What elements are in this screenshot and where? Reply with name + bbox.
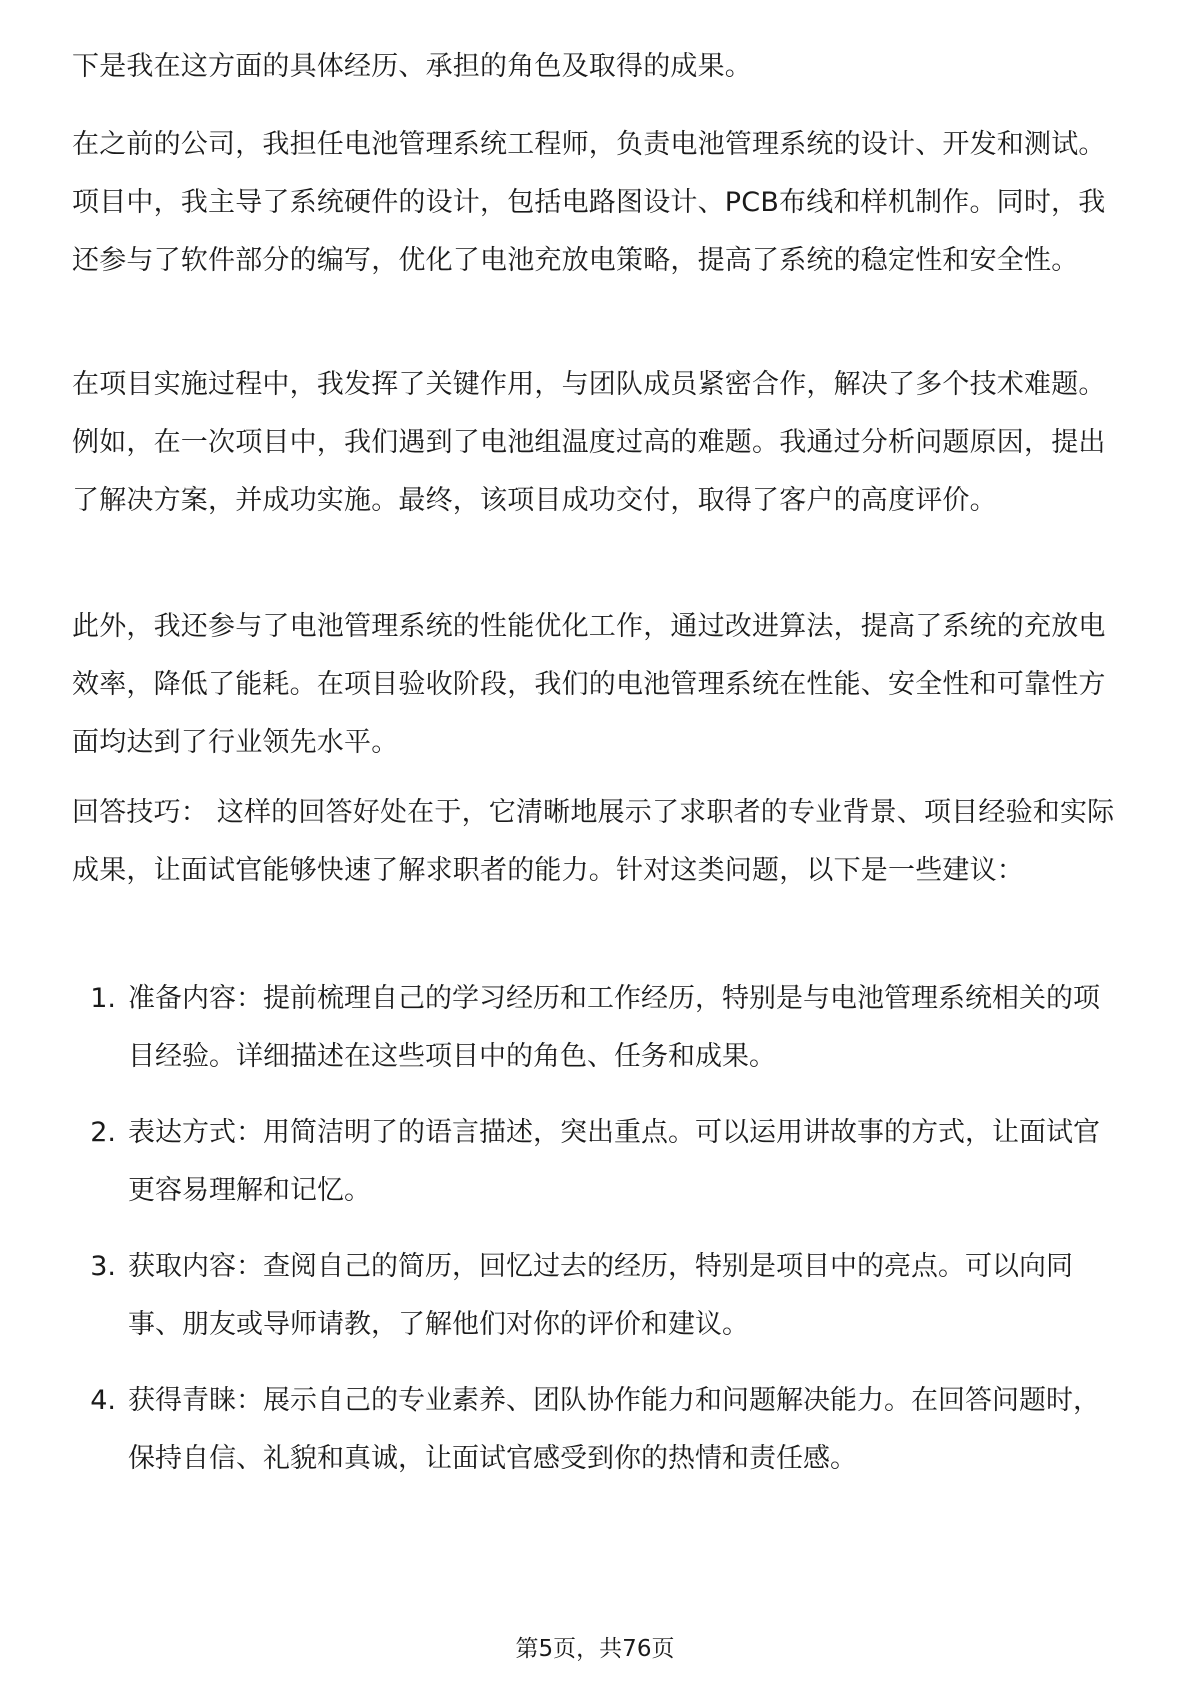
list-number: 3. <box>90 1251 116 1282</box>
paragraph-role: 在项目实施过程中，我发挥了关键作用，与团队成员紧密合作，解决了多个技术难题。例如，在一次项目中，我们遇到了电池组温度过高的难题。我通过分析问题原因，提出了解决方案，并成功实施。最终，该项目成功交付，取得了客户的高度评价。 <box>72 369 1106 516</box>
list-text: 获取内容：查阅自己的简历，回忆过去的经历，特别是项目中的亮点。可以向同事、朋友或导师请教，了解他们对你的评价和建议。 <box>128 1251 1073 1340</box>
list-item <box>72 970 1122 1086</box>
paragraph-experience: 在之前的公司，我担任电池管理系统工程师，负责电池管理系统的设计、开发和测试。项目中，我主导了系统硬件的设计，包括电路图设计、PCB布线和样机制作。同时，我还参与了软件部分的编写，优化了电池充放电策略，提高了系统的稳定性和安全性。 <box>72 129 1106 276</box>
list-text: 准备内容：提前梳理自己的学习经历和工作经历，特别是与电池管理系统相关的项目经验。详细描述在这些项目中的角色、任务和成果。 <box>128 983 1100 1072</box>
page-footer: 第5页，共76页 <box>515 1636 675 1662</box>
list-item <box>72 1372 1122 1488</box>
list-item <box>72 1104 1122 1220</box>
list-number: 1. <box>90 983 116 1014</box>
list-text: 表达方式：用简洁明了的语言描述，突出重点。可以运用讲故事的方式，让面试官更容易理解和记忆。 <box>128 1117 1100 1206</box>
list-number: 2. <box>90 1117 116 1148</box>
paragraph-achievement: 此外，我还参与了电池管理系统的性能优化工作，通过改进算法，提高了系统的充放电效率，降低了能耗。在项目验收阶段，我们的电池管理系统在性能、安全性和可靠性方面均达到了行业领先水平。 <box>72 611 1106 758</box>
list-text: 获得青睐：展示自己的专业素养、团队协作能力和问题解决能力。在回答问题时，保持自信、礼貌和真诚，让面试官感受到你的热情和责任感。 <box>128 1385 1100 1474</box>
paragraph-intro: 下是我在这方面的具体经历、承担的角色及取得的成果。 <box>72 51 752 82</box>
list-item <box>72 1238 1122 1354</box>
list-number: 4. <box>90 1385 116 1416</box>
paragraph-answer-tips: 回答技巧： 这样的回答好处在于，它清晰地展示了求职者的专业背景、项目经验和实际成果，让面试官能够快速了解求职者的能力。针对这类问题，以下是一些建议： <box>72 797 1115 886</box>
